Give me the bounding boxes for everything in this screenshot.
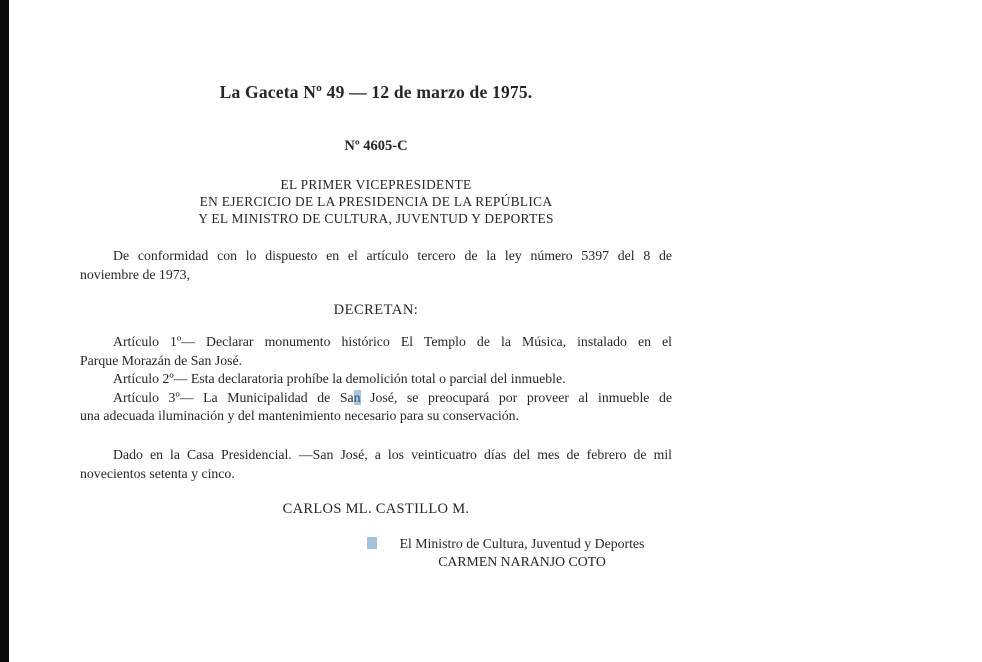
issuer-line-3: Y EL MINISTRO DE CULTURA, JUVENTUD Y DEPORTES xyxy=(198,211,554,226)
president-signature-name: CARLOS ML. CASTILLO M. xyxy=(282,501,470,517)
article-2-line-1: Artículo 2º— Esta declaratoria prohíbe la demolición total o parcial del inmueble. xyxy=(113,371,566,386)
articles-block xyxy=(80,333,672,426)
article-1-line-2: Parque Morazán de San José. xyxy=(80,352,243,368)
article-3-line-1 xyxy=(80,389,672,408)
article-3-line-2: una adecuada iluminación y del mantenimiento necesario para su conservación. xyxy=(80,408,520,423)
scan-edge-bar xyxy=(0,0,9,662)
gazette-masthead: La Gaceta Nº 49 — 12 de marzo de 1975. xyxy=(219,82,533,102)
search-highlight: n xyxy=(353,389,361,405)
highlight-artifact-square xyxy=(367,537,377,549)
article-3-text-before-highlight: Artículo 3º— La Municipalidad de Sa xyxy=(113,389,354,405)
issuer-line-1: EL PRIMER VICEPRESIDENTE xyxy=(280,177,472,192)
minister-name: CARMEN NARANJO COTO xyxy=(438,554,606,569)
preamble-paragraph xyxy=(80,247,672,284)
closing-line-2: novecientos setenta y cinco. xyxy=(80,465,235,481)
issuer-heading xyxy=(80,176,672,227)
closing-line-1: Dado en la Casa Presidencial. —San José, a los veinticuatro días del mes de febrero de mil xyxy=(113,447,672,462)
decretan-heading: DECRETAN: xyxy=(333,302,419,318)
decree-number: Nº 4605-C xyxy=(344,138,408,154)
closing-paragraph xyxy=(80,446,672,483)
minister-title: El Ministro de Cultura, Juventud y Deportes xyxy=(399,536,645,551)
minister-signature-block xyxy=(380,535,664,571)
preamble-line-1: De conformidad con lo dispuesto en el artículo tercero de la ley número 5397 del 8 de xyxy=(113,248,672,263)
preamble-line-2: noviembre de 1973, xyxy=(80,266,190,282)
article-3-text-after-highlight: José, se preocupará por proveer al inmueble de xyxy=(360,389,672,405)
issuer-line-2: EN EJERCICIO DE LA PRESIDENCIA DE LA REPÚBLICA xyxy=(199,194,553,209)
article-1-line-1: Artículo 1º— Declarar monumento histórico El Templo de la Música, instalado en el xyxy=(113,334,672,349)
